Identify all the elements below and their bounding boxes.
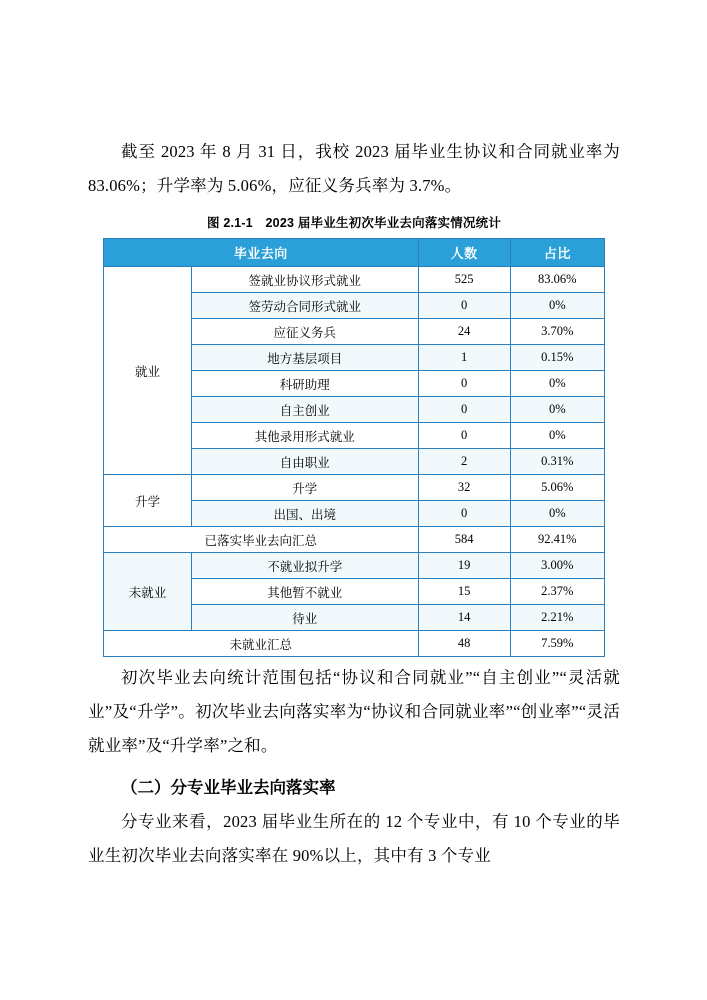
table-row-subtotal-settled	[104, 527, 605, 553]
row-count: 1	[418, 345, 510, 371]
section-heading: （二）分专业毕业去向落实率	[121, 779, 336, 797]
row-count: 0	[418, 371, 510, 397]
row-percent: 92.41%	[510, 527, 604, 553]
page-content	[88, 135, 620, 873]
row-percent: 0%	[510, 397, 604, 423]
row-count: 525	[418, 267, 510, 293]
category-cell-unemployed: 未就业	[104, 553, 192, 631]
row-percent: 0%	[510, 371, 604, 397]
paragraph-by-major: 分专业来看，2023 届毕业生所在的 12 个专业中，有 10 个专业的毕业生初次毕业去向落实率在 90%以上，其中有 3 个专业	[88, 812, 620, 865]
row-percent: 5.06%	[510, 475, 604, 501]
table-header	[104, 239, 605, 267]
row-percent: 7.59%	[510, 631, 604, 657]
row-percent: 2.21%	[510, 605, 604, 631]
row-count: 0	[418, 501, 510, 527]
row-percent: 0.31%	[510, 449, 604, 475]
figure-caption: 图 2.1-1 2023 届毕业生初次毕业去向落实情况统计	[206, 216, 502, 230]
row-count: 0	[418, 293, 510, 319]
category-cell-further-study: 升学	[104, 475, 192, 527]
row-count: 584	[418, 527, 510, 553]
category-cell-employment: 就业	[104, 267, 192, 475]
paragraph-intro: 截至 2023 年 8 月 31 日，我校 2023 届毕业生协议和合同就业率为 83.06%；升学率为 5.06%，应征义务兵率为 3.7%。	[88, 142, 620, 195]
row-label: 签劳动合同形式就业	[192, 293, 419, 319]
table-row	[104, 553, 605, 579]
row-count: 0	[418, 397, 510, 423]
row-percent: 0%	[510, 423, 604, 449]
column-header-percent: 占比	[510, 239, 604, 267]
row-label: 待业	[192, 605, 419, 631]
row-count: 24	[418, 319, 510, 345]
row-label: 已落实毕业去向汇总	[104, 527, 419, 553]
row-count: 15	[418, 579, 510, 605]
paragraph-scope: 初次毕业去向统计范围包括“协议和合同就业”“自主创业”“灵活就业”及“升学”。初次毕业去向落实率为“协议和合同就业率”“创业率”“灵活就业率”及“升学率”之和。	[88, 668, 620, 755]
row-count: 14	[418, 605, 510, 631]
row-percent: 83.06%	[510, 267, 604, 293]
row-label: 应征义务兵	[192, 319, 419, 345]
column-header-count: 人数	[418, 239, 510, 267]
table-row-subtotal-unemployed	[104, 631, 605, 657]
row-count: 48	[418, 631, 510, 657]
row-percent: 2.37%	[510, 579, 604, 605]
row-count: 2	[418, 449, 510, 475]
row-label: 地方基层项目	[192, 345, 419, 371]
table-row	[104, 267, 605, 293]
row-count: 19	[418, 553, 510, 579]
row-percent: 3.00%	[510, 553, 604, 579]
row-percent: 3.70%	[510, 319, 604, 345]
row-percent: 0.15%	[510, 345, 604, 371]
row-label: 自主创业	[192, 397, 419, 423]
row-label: 自由职业	[192, 449, 419, 475]
row-count: 32	[418, 475, 510, 501]
table-body	[104, 267, 605, 657]
row-label: 签就业协议形式就业	[192, 267, 419, 293]
row-label: 未就业汇总	[104, 631, 419, 657]
row-percent: 0%	[510, 501, 604, 527]
row-label: 科研助理	[192, 371, 419, 397]
table-row	[104, 475, 605, 501]
row-count: 0	[418, 423, 510, 449]
row-label: 其他录用形式就业	[192, 423, 419, 449]
row-label: 其他暂不就业	[192, 579, 419, 605]
row-label: 出国、出境	[192, 501, 419, 527]
column-header-destination: 毕业去向	[104, 239, 419, 267]
row-label: 不就业拟升学	[192, 553, 419, 579]
row-percent: 0%	[510, 293, 604, 319]
graduate-destination-table	[103, 238, 605, 657]
row-label: 升学	[192, 475, 419, 501]
table-header-row	[104, 239, 605, 267]
